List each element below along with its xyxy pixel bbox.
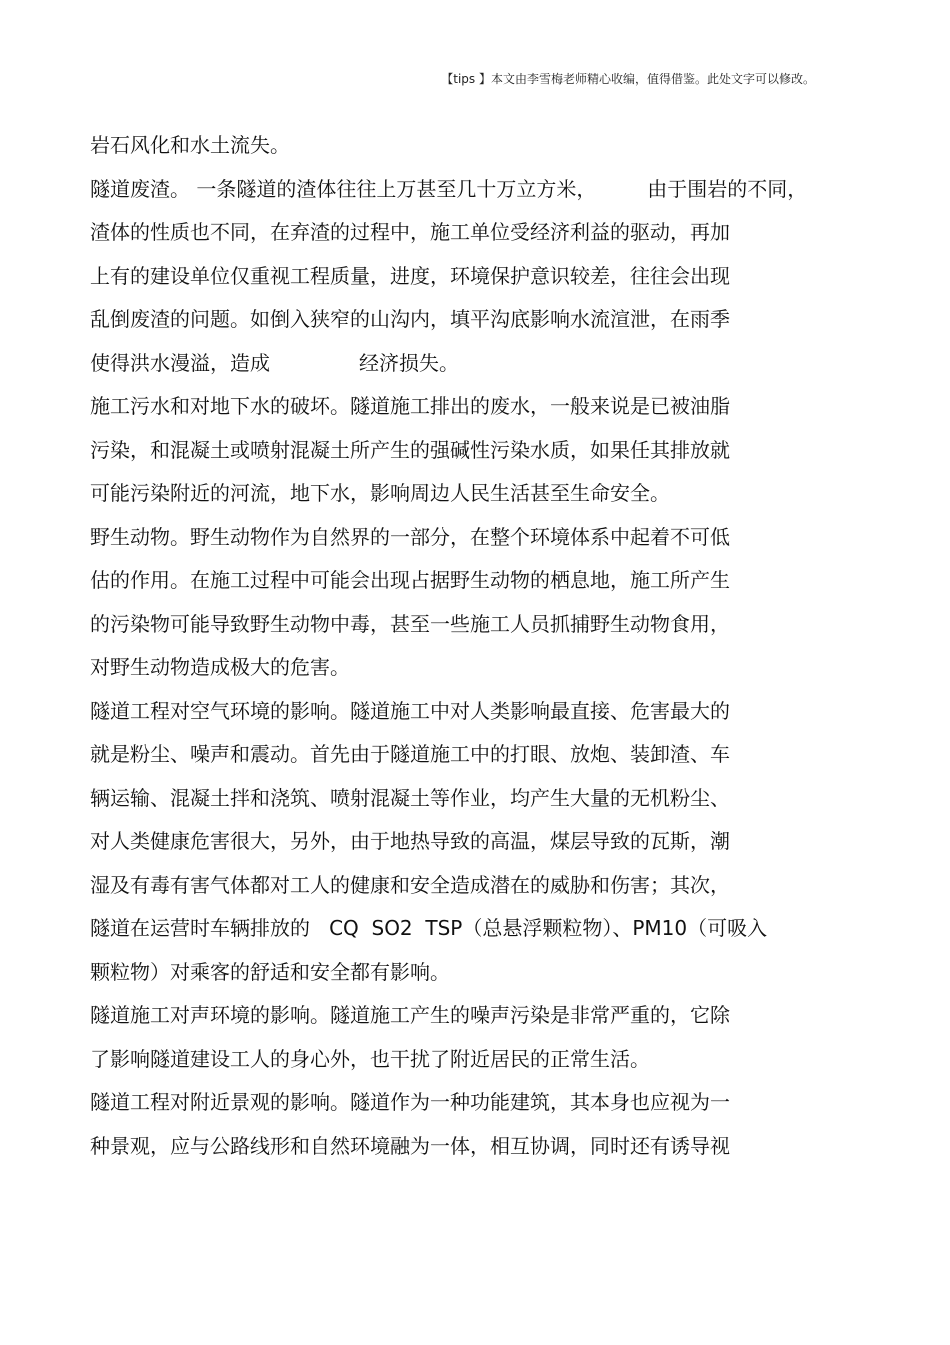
text-line: 隧道工程对空气环境的影响。隧道施工中对人类影响最直接、危害最大的 <box>90 698 730 723</box>
text-line: 隧道在运营时车辆排放的 CQ SO2 TSP（总悬浮颗粒物）、PM10（可吸入 <box>90 916 768 940</box>
header-tip: 【tips 】本文由李雪梅老师精心收编，值得借鉴。此处文字可以修改。 <box>441 72 815 86</box>
text-line: 辆运输、混凝土拌和浇筑、喷射混凝土等作业，均产生大量的无机粉尘、 <box>90 785 730 810</box>
text-line: 颗粒物）对乘客的舒适和安全都有影响。 <box>90 959 450 984</box>
text-line: 乱倒废渣的问题。如倒入狭窄的山沟内，填平沟底影响水流渲泄，在雨季 <box>90 307 730 331</box>
text-line: 污染，和混凝土或喷射混凝土所产生的强碱性污染水质，如果任其排放就 <box>90 437 730 462</box>
text-line: 可能污染附近的河流，地下水，影响周边人民生活甚至生命安全。 <box>90 481 670 505</box>
text-line: 野生动物。野生动物作为自然界的一部分，在整个环境体系中起着不可低 <box>90 524 730 549</box>
text-line: 施工污水和对地下水的破坏。隧道施工排出的废水，一般来说是已被油脂 <box>90 394 730 418</box>
text-line: 使得洪水漫溢，造成 经济损失。 <box>90 350 460 375</box>
text-line: 岩石风化和水土流失。 <box>90 133 290 157</box>
text-line: 渣体的性质也不同，在弃渣的过程中，施工单位受经济利益的驱动，再加 <box>90 220 730 244</box>
text-line: 估的作用。在施工过程中可能会出现占据野生动物的栖息地，施工所产生 <box>90 568 730 592</box>
text-line: 上有的建设单位仅重视工程质量，进度，环境保护意识较差，往往会出现 <box>90 263 730 288</box>
document-body <box>90 124 807 1168</box>
text-line: 种景观，应与公路线形和自然环境融为一体，相互协调，同时还有诱导视 <box>90 1133 730 1158</box>
text-line: 了影响隧道建设工人的身心外，也干扰了附近居民的正常生活。 <box>90 1046 650 1071</box>
text-line: 的污染物可能导致野生动物中毒，甚至一些施工人员抓捕野生动物食用， <box>90 611 730 636</box>
text-line: 对人类健康危害很大，另外，由于地热导致的高温，煤层导致的瓦斯，潮 <box>90 829 730 853</box>
text-line: 隧道工程对附近景观的影响。隧道作为一种功能建筑，其本身也应视为一 <box>90 1090 730 1114</box>
text-line: 湿及有毒有害气体都对工人的健康和安全造成潜在的威胁和伤害；其次， <box>90 872 730 897</box>
text-line: 隧道废渣。 一条隧道的渣体往往上万甚至几十万立方米， 由于围岩的不同， <box>90 176 808 201</box>
text-line: 隧道施工对声环境的影响。隧道施工产生的噪声污染是非常严重的，它除 <box>90 1003 730 1027</box>
text-line: 对野生动物造成极大的危害。 <box>90 655 350 679</box>
text-line: 就是粉尘、噪声和震动。首先由于隧道施工中的打眼、放炮、装卸渣、车 <box>90 742 730 766</box>
